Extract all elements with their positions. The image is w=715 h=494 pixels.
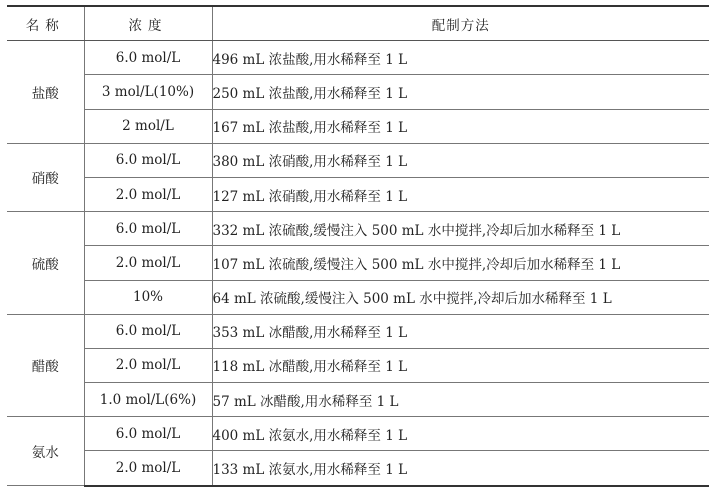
method-cell: 353 mL 冰醋酸,用水稀释至 1 L (212, 314, 709, 348)
reagent-name: 硝酸 (7, 143, 84, 211)
table-row (7, 143, 709, 177)
concentration-cell: 2.0 mol/L (84, 177, 212, 211)
table-row (7, 383, 709, 417)
reagent-name: 醋酸 (7, 314, 84, 417)
table-row (7, 212, 709, 246)
method-cell: 64 mL 浓硫酸,缓慢注入 500 mL 水中搅拌,冷却后加水稀释至 1 L (212, 280, 709, 314)
concentration-cell: 1.0 mol/L(6%) (84, 383, 212, 417)
reagent-name: 氨水 (7, 417, 84, 486)
method-cell: 133 mL 浓氨水,用水稀释至 1 L (212, 451, 709, 486)
header-name: 名称 (7, 6, 84, 41)
table-row (7, 280, 709, 314)
concentration-cell: 6.0 mol/L (84, 143, 212, 177)
reagent-name: 硫酸 (7, 212, 84, 315)
concentration-cell: 6.0 mol/L (84, 314, 212, 348)
method-cell: 400 mL 浓氨水,用水稀释至 1 L (212, 417, 709, 451)
method-cell: 380 mL 浓硝酸,用水稀释至 1 L (212, 143, 709, 177)
header-concentration: 浓度 (84, 6, 212, 41)
table-row (7, 177, 709, 211)
concentration-cell: 2 mol/L (84, 109, 212, 143)
concentration-cell: 6.0 mol/L (84, 41, 212, 75)
table-row (7, 75, 709, 109)
concentration-cell: 2.0 mol/L (84, 246, 212, 280)
method-cell: 496 mL 浓盐酸,用水稀释至 1 L (212, 41, 709, 75)
method-cell: 118 mL 冰醋酸,用水稀释至 1 L (212, 348, 709, 382)
table-row (7, 314, 709, 348)
table-row (7, 41, 709, 75)
table-row (7, 417, 709, 451)
table-body (7, 41, 709, 486)
method-cell: 107 mL 浓硫酸,缓慢注入 500 mL 水中搅拌,冷却后加水稀释至 1 L (212, 246, 709, 280)
method-cell: 57 mL 冰醋酸,用水稀释至 1 L (212, 383, 709, 417)
method-cell: 127 mL 浓硝酸,用水稀释至 1 L (212, 177, 709, 211)
concentration-cell: 2.0 mol/L (84, 348, 212, 382)
reagent-preparation-table (7, 5, 709, 487)
header-method: 配制方法 (212, 6, 709, 41)
table-row (7, 246, 709, 280)
concentration-cell: 6.0 mol/L (84, 212, 212, 246)
method-cell: 167 mL 浓盐酸,用水稀释至 1 L (212, 109, 709, 143)
concentration-cell: 2.0 mol/L (84, 451, 212, 486)
method-cell: 250 mL 浓盐酸,用水稀释至 1 L (212, 75, 709, 109)
table-row (7, 348, 709, 382)
table-row (7, 109, 709, 143)
concentration-cell: 6.0 mol/L (84, 417, 212, 451)
concentration-cell: 10% (84, 280, 212, 314)
method-cell: 332 mL 浓硫酸,缓慢注入 500 mL 水中搅拌,冷却后加水稀释至 1 L (212, 212, 709, 246)
table-header-row (7, 6, 709, 41)
table-row (7, 451, 709, 486)
reagent-name: 盐酸 (7, 41, 84, 144)
concentration-cell: 3 mol/L(10%) (84, 75, 212, 109)
